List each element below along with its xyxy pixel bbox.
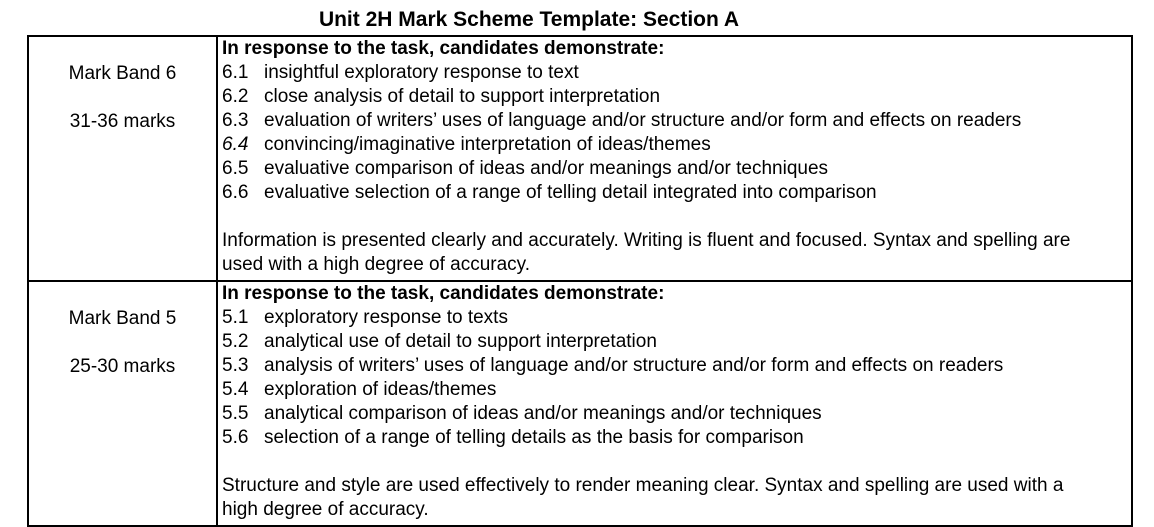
criterion-text: close analysis of detail to support interpretation [264,86,661,107]
band-criteria-cell [218,282,1131,525]
band-marks: 25-30 marks [69,356,176,377]
criterion-number: 6.2 [222,86,249,107]
criterion-6-3 [222,109,1131,133]
criterion-text: analytical use of detail to support interpretation [264,331,657,352]
band-row-5 [29,282,1131,527]
mark-scheme-table [27,35,1133,527]
criterion-text: evaluation of writers’ uses of language and/or structure and/or form and effects on readers [264,110,1022,131]
criterion-text: analysis of writers’ uses of language and/or structure and/or form and effects on readers [264,355,1004,376]
criterion-number: 5.2 [222,331,249,352]
criterion-text: evaluative comparison of ideas and/or meanings and/or techniques [264,158,829,179]
band-header: In response to the task, candidates demonstrate: [222,38,665,59]
band-header: In response to the task, candidates demonstrate: [222,283,665,304]
criterion-text: insightful exploratory response to text [264,62,579,83]
criterion-5-6 [222,426,1131,450]
criterion-5-2 [222,330,1131,354]
criterion-text: selection of a range of telling details as the basis for comparison [264,427,804,448]
page-title: Unit 2H Mark Scheme Template: Section A [318,8,740,31]
criterion-number: 6.1 [222,62,249,83]
band-summary: Structure and style are used effectively to render meaning clear. Syntax and spelling are used with a high degree of accuracy. [222,475,1064,520]
criterion-number: 6.6 [222,182,249,203]
criterion-number: 6.4 [222,134,249,155]
band-summary: Information is presented clearly and accurately. Writing is fluent and focused. Syntax and spelling are used with a high degree of accuracy. [222,230,1071,275]
criterion-5-1 [222,306,1131,330]
band-name: Mark Band 6 [68,63,177,84]
band-row-6 [29,37,1131,282]
criterion-number: 5.1 [222,307,249,328]
criterion-6-4 [222,133,1131,157]
criterion-6-5 [222,157,1131,181]
criterion-number: 5.6 [222,427,249,448]
criterion-number: 6.5 [222,158,249,179]
criterion-text: convincing/imaginative interpretation of ideas/themes [264,134,711,155]
criterion-text: analytical comparison of ideas and/or meanings and/or techniques [264,403,822,424]
criterion-text: exploration of ideas/themes [264,379,497,400]
criterion-number: 5.3 [222,355,249,376]
criterion-6-1 [222,61,1131,85]
criterion-6-6 [222,181,1131,205]
band-marks: 31-36 marks [69,111,176,132]
criterion-number: 5.5 [222,403,249,424]
criterion-6-2 [222,85,1131,109]
criterion-5-5 [222,402,1131,426]
criterion-5-4 [222,378,1131,402]
band-criteria-cell [218,37,1131,280]
criterion-text: evaluative selection of a range of telling detail integrated into comparison [264,182,877,203]
criterion-5-3 [222,354,1131,378]
band-label-cell [29,282,218,525]
criterion-number: 5.4 [222,379,249,400]
criterion-text: exploratory response to texts [264,307,508,328]
band-label-cell [29,37,218,280]
band-name: Mark Band 5 [68,308,177,329]
criterion-number: 6.3 [222,110,249,131]
